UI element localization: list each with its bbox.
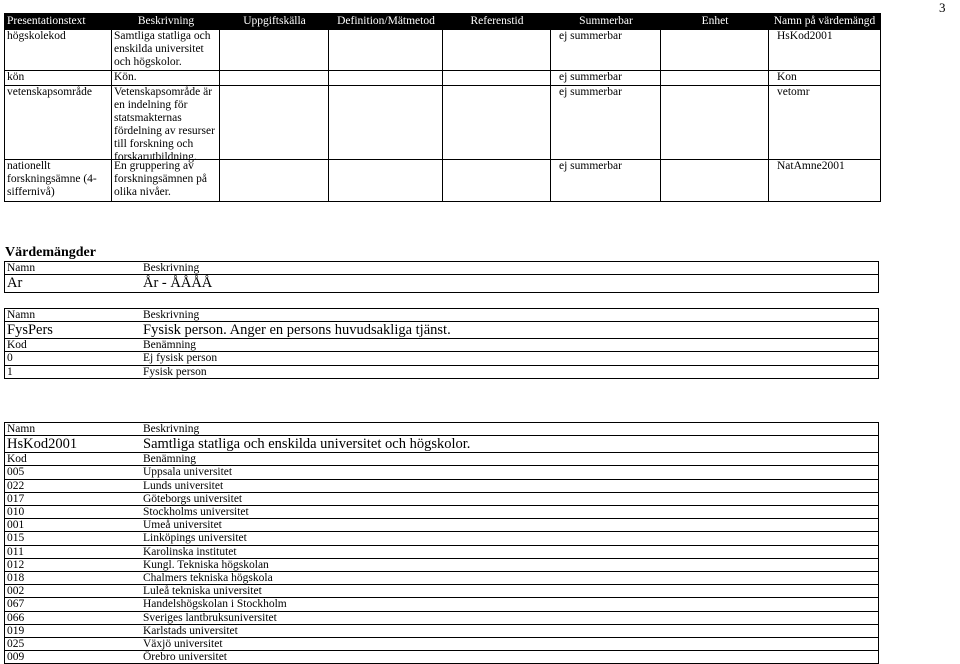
code-label: Örebro universitet: [143, 651, 227, 664]
variable-table-header: [5, 14, 880, 29]
code: 010: [7, 506, 25, 519]
row-description: Samtliga statliga och enskilda universitet och högskolor.: [112, 30, 220, 70]
code: 009: [7, 651, 25, 664]
code-row: [5, 584, 878, 597]
header-presentationstext: Presentationstext: [7, 15, 86, 27]
value-set-title-row: [5, 274, 878, 292]
value-set-description: Fysisk person. Anger en persons huvudsakliga tjänst.: [143, 322, 451, 339]
variable-table: [4, 13, 881, 202]
kod-label: Kod: [7, 453, 27, 466]
row-summerbar: ej summerbar: [551, 86, 661, 159]
table-row: [5, 70, 880, 85]
code-header: [5, 338, 878, 351]
code-row: [5, 365, 878, 378]
row-referenstid: [443, 30, 551, 70]
beskrivning-label: Beskrivning: [143, 309, 200, 321]
value-set-hskod2001: [4, 422, 879, 664]
code-label: Fysisk person: [143, 365, 207, 378]
code-row: [5, 624, 878, 637]
row-summerbar: ej summerbar: [551, 30, 661, 70]
code: 017: [7, 492, 25, 505]
code-row: [5, 611, 878, 624]
row-vardemangd: vetomr: [777, 86, 810, 98]
header-definition: Definition/Mätmetod: [337, 15, 435, 27]
code: 067: [7, 598, 25, 611]
code-label: Uppsala universitet: [143, 466, 233, 479]
code-label: Linköpings universitet: [143, 532, 247, 545]
row-summerbar: ej summerbar: [551, 71, 661, 85]
code-label: Karlstads universitet: [143, 624, 238, 637]
header-uppgiftskalla: Uppgiftskälla: [243, 15, 306, 27]
row-name: högskolekod: [5, 30, 112, 70]
code: 005: [7, 466, 25, 479]
page-number: 3: [939, 0, 946, 15]
value-set-title-row: [5, 435, 878, 452]
code-row: [5, 558, 878, 571]
row-description: Kön.: [112, 71, 220, 85]
code-row: [5, 479, 878, 492]
code-row: [5, 597, 878, 610]
code: 002: [7, 585, 25, 598]
code: 0: [7, 352, 13, 365]
row-description: En gruppering av forskningsämnen på olika nivåer.: [112, 160, 220, 201]
row-vardemangd: Kon: [777, 71, 797, 83]
row-summerbar: ej summerbar: [551, 160, 661, 201]
namn-label: Namn: [7, 262, 36, 274]
namn-label: Namn: [7, 423, 36, 435]
code-row: [5, 571, 878, 584]
table-row: [5, 85, 880, 163]
value-set-fyspers: [4, 308, 879, 379]
code-label: Handelshögskolan i Stockholm: [143, 598, 287, 611]
row-enhet: [661, 30, 769, 70]
code-row: [5, 492, 878, 505]
code-row: [5, 650, 878, 663]
value-set-header: [5, 309, 878, 321]
row-referenstid: [443, 71, 551, 85]
row-description: Vetenskapsområde är en indelning för statsmakternas fördelning av resurser till forskning och forskarutbildning.: [112, 86, 220, 159]
header-summerbar: Summerbar: [579, 15, 633, 27]
code-label: Lunds universitet: [143, 479, 224, 492]
code: 015: [7, 532, 25, 545]
code-label: Göteborgs universitet: [143, 492, 243, 505]
beskrivning-label: Beskrivning: [143, 262, 200, 274]
value-set-header: [5, 262, 878, 274]
value-set-description: Samtliga statliga och enskilda universitet och högskolor.: [143, 436, 471, 453]
benamning-label: Benämning: [143, 453, 197, 466]
code: 018: [7, 572, 25, 585]
value-set-ar: [4, 261, 879, 293]
value-set-name: HsKod2001: [7, 436, 78, 453]
code-label: Luleå tekniska universitet: [143, 585, 262, 598]
row-enhet: [661, 160, 769, 201]
header-enhet: Enhet: [701, 15, 729, 27]
row-definition: [329, 86, 443, 159]
row-definition: [329, 71, 443, 85]
code-label: Ej fysisk person: [143, 352, 218, 365]
row-enhet: [661, 86, 769, 159]
code-label: Chalmers tekniska högskola: [143, 572, 273, 585]
code: 019: [7, 624, 25, 637]
value-set-header: [5, 423, 878, 435]
code-label: Umeå universitet: [143, 519, 222, 532]
code: 012: [7, 558, 25, 571]
row-uppgiftskalla: [220, 160, 329, 201]
code-row: [5, 351, 878, 364]
code: 066: [7, 611, 25, 624]
code: 001: [7, 519, 25, 532]
row-name: kön: [5, 71, 112, 85]
row-uppgiftskalla: [220, 71, 329, 85]
row-uppgiftskalla: [220, 86, 329, 159]
row-referenstid: [443, 86, 551, 159]
code: 025: [7, 638, 25, 651]
row-vardemangd: NatAmne2001: [777, 160, 845, 172]
header-vardemangd: Namn på värdemängd: [773, 15, 876, 27]
row-name: nationellt forskningsämne (4-siffernivå): [5, 160, 112, 201]
code-row: [5, 545, 878, 558]
vardemangder-heading: Värdemängder: [5, 245, 96, 260]
row-referenstid: [443, 160, 551, 201]
header-referenstid: Referenstid: [470, 15, 524, 27]
code-row: [5, 505, 878, 518]
code-label: Stockholms universitet: [143, 506, 249, 519]
row-name: vetenskapsområde: [5, 86, 112, 159]
value-set-name: FysPers: [7, 322, 53, 339]
row-vardemangd: HsKod2001: [777, 30, 833, 42]
row-uppgiftskalla: [220, 30, 329, 70]
code-row: [5, 518, 878, 531]
code-row: [5, 465, 878, 478]
row-enhet: [661, 71, 769, 85]
code-header: [5, 452, 878, 465]
code-row: [5, 637, 878, 650]
table-row: [5, 159, 880, 201]
table-row: [5, 29, 880, 70]
value-set-title-row: [5, 321, 878, 338]
namn-label: Namn: [7, 309, 36, 321]
code-label: Växjö universitet: [143, 638, 223, 651]
beskrivning-label: Beskrivning: [143, 423, 200, 435]
header-beskrivning: Beskrivning: [137, 15, 195, 27]
code-label: Karolinska institutet: [143, 545, 237, 558]
code: 011: [7, 545, 24, 558]
code-row: [5, 531, 878, 544]
kod-label: Kod: [7, 339, 27, 352]
code-label: Kungl. Tekniska högskolan: [143, 558, 269, 571]
code: 022: [7, 479, 25, 492]
code-label: Sveriges lantbruksuniversitet: [143, 611, 277, 624]
value-set-name: Ar: [7, 275, 23, 292]
benamning-label: Benämning: [143, 339, 197, 352]
row-definition: [329, 160, 443, 201]
value-set-description: År - ÅÅÅÅ: [143, 275, 213, 292]
row-definition: [329, 30, 443, 70]
code: 1: [7, 365, 13, 378]
